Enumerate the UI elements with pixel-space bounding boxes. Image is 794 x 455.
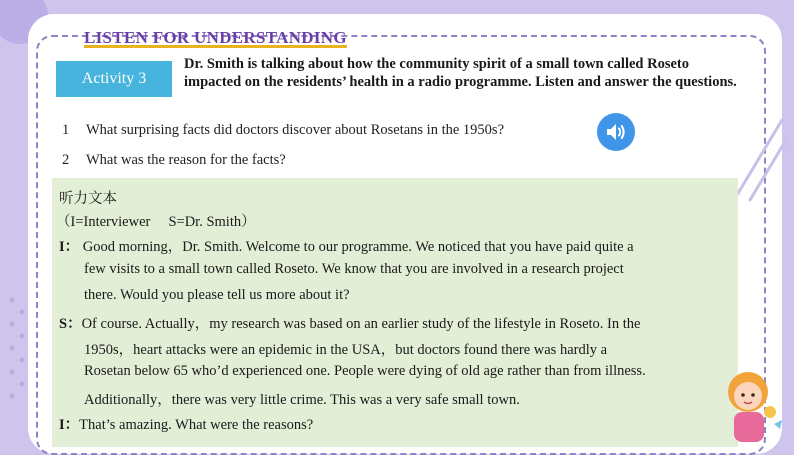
transcript-title: 听力文本 (59, 191, 117, 207)
transcript-line (84, 261, 624, 278)
line-text: there. Would you please tell us more about it? (84, 287, 350, 303)
line-text: Of course. Actually，my research was based on an earlier study of the lifestyle in Roseto. In the (81, 316, 641, 332)
transcript-line (84, 287, 350, 304)
line-text: 1950s，heart attacks were an epidemic in the USA，but doctors found there was hardly a (84, 342, 608, 358)
question-2 (62, 152, 286, 169)
question-text: What was the reason for the facts? (86, 152, 286, 168)
transcript-line (84, 388, 520, 409)
cartoon-kid-illustration (710, 366, 790, 447)
activity-instructions: Dr. Smith is talking about how the community spirit of a small town called Roseto impacted on the residents’ health in a radio programme. Listen and answer the questions. (184, 56, 737, 90)
speaker-label: I： (59, 239, 80, 255)
line-text: few visits to a small town called Roseto. We know that you are involved in a research project (84, 261, 624, 277)
section-title: LISTEN FOR UNDERSTANDING (84, 28, 347, 47)
line-text: That’s amazing. What were the reasons? (79, 417, 314, 433)
question-number: 2 (62, 152, 70, 168)
audio-play-button[interactable] (597, 113, 635, 151)
transcript-panel (52, 178, 738, 447)
activity-badge: Activity 3 (56, 61, 172, 97)
transcript-line (84, 363, 646, 380)
question-1 (62, 122, 504, 139)
transcript-line (59, 413, 313, 434)
speaker-icon (605, 122, 627, 142)
transcript-line (84, 338, 607, 359)
transcript-line (59, 235, 634, 256)
line-text: Good morning，Dr. Smith. Welcome to our programme. We noticed that you have paid quite a (79, 239, 634, 255)
question-number: 1 (62, 122, 70, 138)
line-text: Rosetan below 65 who’d experienced one. People were dying of old age rather than from illness. (84, 363, 646, 379)
question-text: What surprising facts did doctors discover about Rosetans in the 1950s? (86, 122, 505, 138)
line-text: Additionally，there was very little crime. This was a very safe small town. (84, 392, 520, 408)
speaker-label: I： (59, 417, 80, 433)
transcript-legend: （I=Interviewer S=Dr. Smith） (56, 214, 256, 230)
speaker-label: S： (59, 316, 82, 332)
transcript-line (59, 312, 640, 333)
